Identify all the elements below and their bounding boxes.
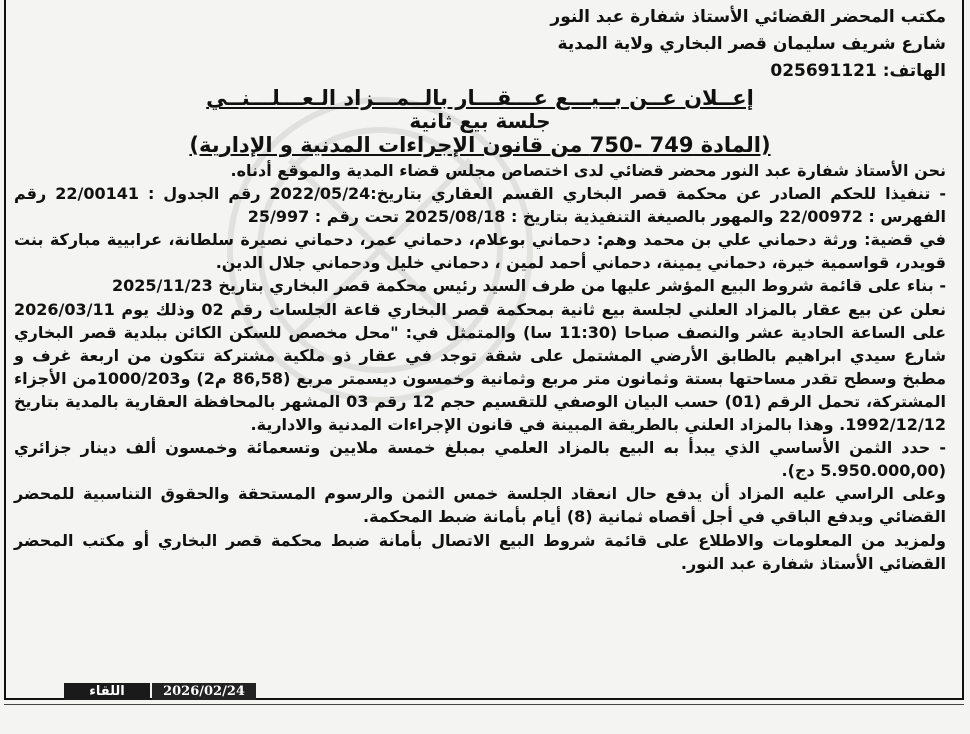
office-name: مكتب المحضر القضائي الأستاذ شفارة عبد النور [550,7,946,27]
body-paragraph: ولمزيد من المعلومات والاطلاع على قائمة شروط البيع الاتصال بأمانة ضبط محكمة قصر البخاري أو مكتب المحضر القضائي الأستاذ شفارة عبد النور. [14,530,946,573]
phone-number: 025691121 [770,61,877,81]
phone-label: الهاتف: [882,61,946,81]
announcement-title-block [14,86,946,158]
publication-date-tag: 2026/02/24 [152,683,256,700]
body-paragraph: - بناء على قائمة شروط البيع المؤشر عليها من طرف السيد رئيس محكمة قصر البخاري بتاريخ 2025/11/23 [112,276,946,296]
body-paragraph: نحن الأستاذ شفارة عبد النور محضر قضائي لدى اختصاص مجلس قضاء المدية والموقع أدناه. [230,161,946,180]
body-paragraph: وعلى الراسي عليه المزاد أن يدفع حال انعقاد الجلسة خمس الثمن والرسوم المستحقة والحقوق التناسبية للمحضر القضائي ويدفع الباقي في أجل أقصاه ثمانية (8) أيام بأمانة ضبط المحكمة. [14,484,946,527]
page-border-left [4,0,6,700]
office-phone-line [14,58,946,85]
page-border-right [962,0,964,700]
session-subtitle: جلسة بيع ثانية [409,109,551,133]
announcement-body [14,159,946,575]
legal-articles: (المادة 749 -750 من قانون الإجراءات المدنية و الإدارية) [189,133,771,157]
body-paragraph: في قضية: ورثة دحماني علي بن محمد وهم: دحماني بوعلام، دحماني عمر، دحماني نصيرة سلطانة، عرابيية مباركة بنت قويدر، قواسمية خيرة، دحماني يمينة، دحماني أحمد لمين ، دحماني خليل ودحماني جلال الدين. [14,230,946,273]
auction-announcement [14,4,946,575]
newspaper-name-tag: اللقاء [64,683,150,700]
divider-rule [4,704,964,705]
body-paragraph: - تنفيذا للحكم الصادر عن محكمة قصر البخاري القسم العقاري بتاريخ:2022/05/24 رقم الجدول : 22/00141 رقم الفهرس : 22/00972 والمهور بالصيغة التنفيذية بتاريخ : 2025/08/18 تحت رقم : 25/997 [14,184,947,227]
body-paragraph: نعلن عن بيع عقار بالمزاد العلني لجلسة بيع ثانية بمحكمة قصر البخاري قاعة الجلسات رقم 02 وذلك يوم 2026/03/11 على الساعة الحادية عشر والنصف صباحا (11:30 سا) والمتمثل في: "محل مخصص للسكن الكائن ببلدية قصر البخاري شارع سيدي ابراهيم بالطابق الأرضي المشتمل على شقة توجد في عقار ذو ملكية مشتركة تتكون من اربعة غرف و مطبخ وسطح تقدر مساحتها بستة وثمانون متر مربع وثمانية وخمسون ديسمتر مربع (86,58 م2) و1000/203من الأجزاء المشتركة، تحمل الرقم (01) حسب البيان الوصفي للتقسيم حجم 12 رقم 03 المشهر بالمحافظة العقارية بالمدية بتاريخ 1992/12/12. وهذا بالمزاد العلني بالطريقة المبينة في قانون الإجراءات المدنية والادارية. [14,299,947,435]
announcement-title: إعــلان عــن بــيـــع عـــقـــار بالــمـــزاد الـعـــلـــنــي [206,86,754,110]
body-paragraph: - حدد الثمن الأساسي الذي يبدأ به البيع بالمزاد العلمي بمبلغ خمسة ملايين وتسعمائة وخمسون ألف دينار جزائري (5.950.000,00 دج). [14,438,946,481]
office-address: شارع شريف سليمان قصر البخاري ولاية المدية [557,34,946,54]
